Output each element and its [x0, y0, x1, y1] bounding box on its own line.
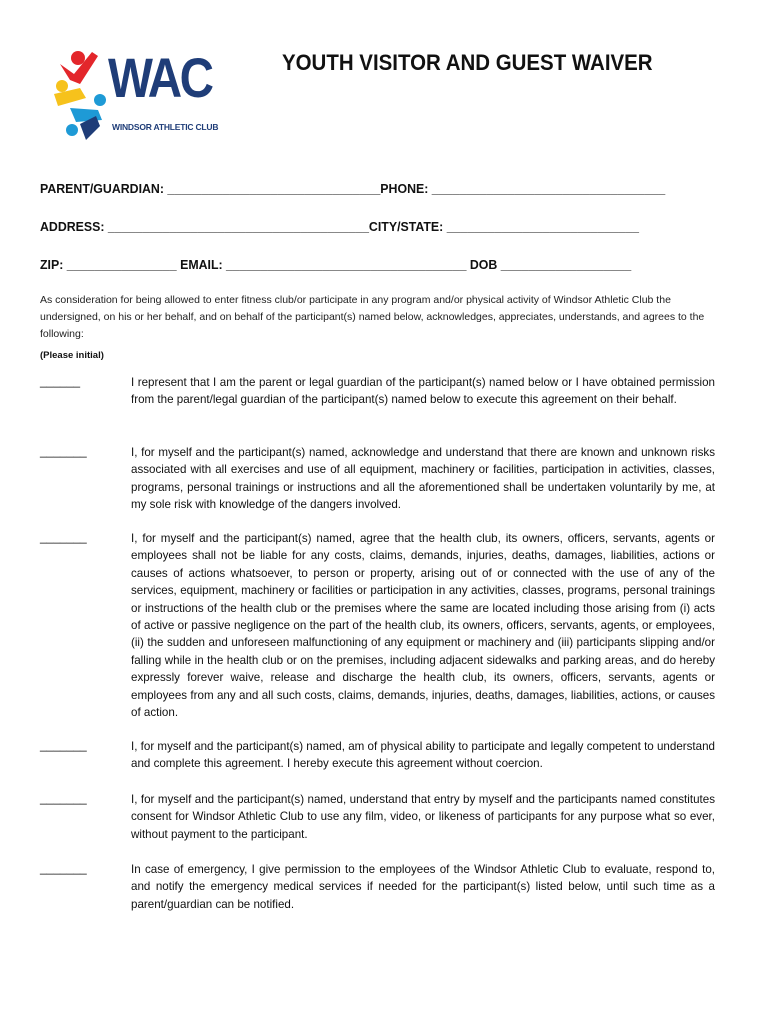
clause-text: I, for myself and the participant(s) named, acknowledge and understand that there are known and unknown risks associated with all exercises and use of all equipment, machinery or facilities, participation in activities, classes, programs, personal trainings or instructions and all the aforementioned shall be undertaken voluntarily by me, at my sole risk with knowledge of the dangers involved.: [131, 446, 715, 512]
clause-text: I, for myself and the participant(s) named, understand that entry by myself and the participants named constitutes consent for Windsor Athletic Club to use any film, video, or likeness of participants for any purpose what so ever, without payment to the participant.: [131, 793, 715, 841]
clause-text: I represent that I am the parent or legal guardian of the participant(s) named below or I have obtained permission from the parent/legal guardian of the participant(s) named below to execute this agreement on their behalf.: [131, 376, 715, 407]
club-logo: [50, 44, 220, 144]
initial-blank[interactable]: ______: [40, 374, 81, 388]
initial-blank[interactable]: _______: [40, 791, 87, 805]
zip-email-dob-fields[interactable]: ZIP: ________________ EMAIL: ___________________________________ DOB ___________________: [40, 257, 632, 272]
clause-text: I, for myself and the participant(s) named, am of physical ability to participate and legally competent to understand and complete this agreement. I hereby execute this agreement without coercion.: [131, 740, 715, 771]
clause-text: In case of emergency, I give permission to the employees of the Windsor Athletic Club to evaluate, respond to, and notify the emergency medical services if needed for the participant(s) listed below, until such time as a parent/guardian can be notified.: [131, 863, 715, 911]
initial-blank[interactable]: _______: [40, 444, 87, 458]
document-title: YOUTH VISITOR AND GUEST WAIVER: [282, 50, 653, 75]
initial-blank[interactable]: _______: [40, 530, 87, 544]
logo-subtitle: WINDSOR ATHLETIC CLUB: [112, 122, 219, 132]
parent-phone-fields[interactable]: PARENT/GUARDIAN: _______________________________PHONE: __________________________________: [40, 181, 666, 196]
intro-paragraph: As consideration for being allowed to enter fitness club/or participate in any program and/or physical activity of Windsor Athletic Club the undersigned, on his or her behalf, and on behalf of the participant(s) named below, acknowledges, appreciates, understands, and agrees to the following:: [40, 294, 705, 340]
clause-text: I, for myself and the participant(s) named, agree that the health club, its owners, officers, servants, agents or employees shall not be liable for any costs, claims, demands, injuries, deaths, damages, liabilities, actions or causes of actions whatsoever, to person or property, arising out of or connected with the use of any of the services, equipment, machinery or facilities or participation in any activities, classes, programs, personal trainings or instructions of the health club or the premises where the same are located including those arising from (i) acts of active or passive negligence on the part of the health club, its owners, officers, servants, agents, or employees, (ii) the sudden and unforeseen malfunctioning of any equipment or machinery and (iii) participants slipping and/or falling while in the health club or on the premises, including adjacent sidewalks and parking areas, and do hereby expressly forever waive, release and discharge the health club, its owners, officers, servants, agents or employees from any and all such costs, claims, demands, injuries, deaths, damages, liabilities, actions, or causes of action.: [131, 532, 715, 720]
address-city-fields[interactable]: ADDRESS: ______________________________________CITY/STATE: ____________________________: [40, 219, 640, 234]
initial-blank[interactable]: _______: [40, 861, 87, 875]
initial-note: (Please initial): [40, 350, 104, 361]
logo-wordmark: WAC: [108, 46, 212, 109]
initial-blank[interactable]: _______: [40, 738, 87, 752]
